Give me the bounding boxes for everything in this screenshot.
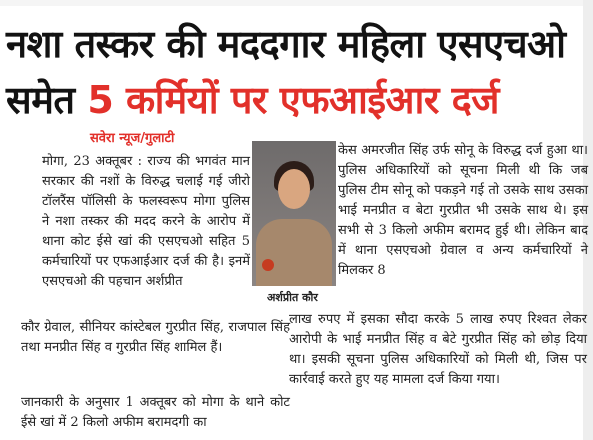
- page-top-edge: [0, 0, 593, 6]
- article-left-full-text: कौर ग्रेवाल, सीनियर कांस्टेबल गुरप्रीत सिंह, राजपाल सिंह तथा मनप्रीत सिंह व गुरप्रीत सिंह शामिल हैं।: [21, 320, 290, 355]
- photo-uniform: [256, 219, 332, 286]
- article-left-continued: [21, 318, 290, 358]
- photo-badge-icon: [262, 259, 274, 271]
- article-right-column: [338, 141, 588, 281]
- headline-line-2: [6, 80, 499, 120]
- photo-face: [278, 169, 310, 209]
- headline-line-2-prefix: समेत: [6, 78, 88, 122]
- officer-photo: [252, 141, 336, 286]
- article-right-text: केस अमरजीत सिंह उर्फ सोनू के विरुद्ध दर्ज हुआ था। पुलिस अधिकारियों को सूचना मिली थी कि जब पुलिस टीम सोनू को पकड़ने गई तो उसके साथ उसका भाई मनप्रीत व बेटा गुरप्रीत भी उसके साथ थे। इस सभी से 3 किलो अफीम बरामद हुई थी। लेकिन बाद में थाना एसएचओ ग्रेवाल व अन्य कर्मचारियों ने मिलकर 8: [338, 143, 588, 278]
- article-left-column: [42, 152, 250, 292]
- headline-line-2-highlight: 5 कर्मियों पर एफआईआर दर्ज: [87, 78, 499, 122]
- byline: सवेरा न्यूज/गुलाटी: [90, 131, 175, 146]
- article-left-paragraph-2: [21, 393, 290, 433]
- article-right-full-text: लाख रुपए में इसका सौदा करके 5 लाख रुपए रिश्वत लेकर आरोपी के भाई मनप्रीत सिंह व बेटे गुरप्रीत सिंह को छोड़ दिया था। इसकी सूचना पुलिस अधिकारियों को मिली थी, जिस पर कार्रवाई करते हुए यह मामला दर्ज किया गया।: [289, 312, 587, 387]
- photo-caption: अर्शप्रीत कौर: [267, 291, 318, 304]
- article-left-text: मोगा, 23 अक्तूबर : राज्य की भगवंत मान सरकार की नशों के विरुद्ध चलाई गई जीरो टॉलरैंस पॉलिसी के फलस्वरूप मोगा पुलिस ने नशा तस्कर की मदद करने के आरोप में थाना कोट ईसे खां की एसएचओ सहित 5 कर्मचारियों पर एफआईआर दर्ज की है। इनमें एसएचओ की पहचान अर्शप्रीत: [42, 154, 250, 289]
- article-right-continued: [289, 310, 587, 390]
- article-left-full-text-2: जानकारी के अनुसार 1 अक्तूबर को मोगा के थाने कोट ईसे खां में 2 किलो अफीम बरामदगी का: [21, 395, 290, 430]
- headline-line-1: नशा तस्कर की मददगार महिला एसएचओ: [6, 22, 566, 66]
